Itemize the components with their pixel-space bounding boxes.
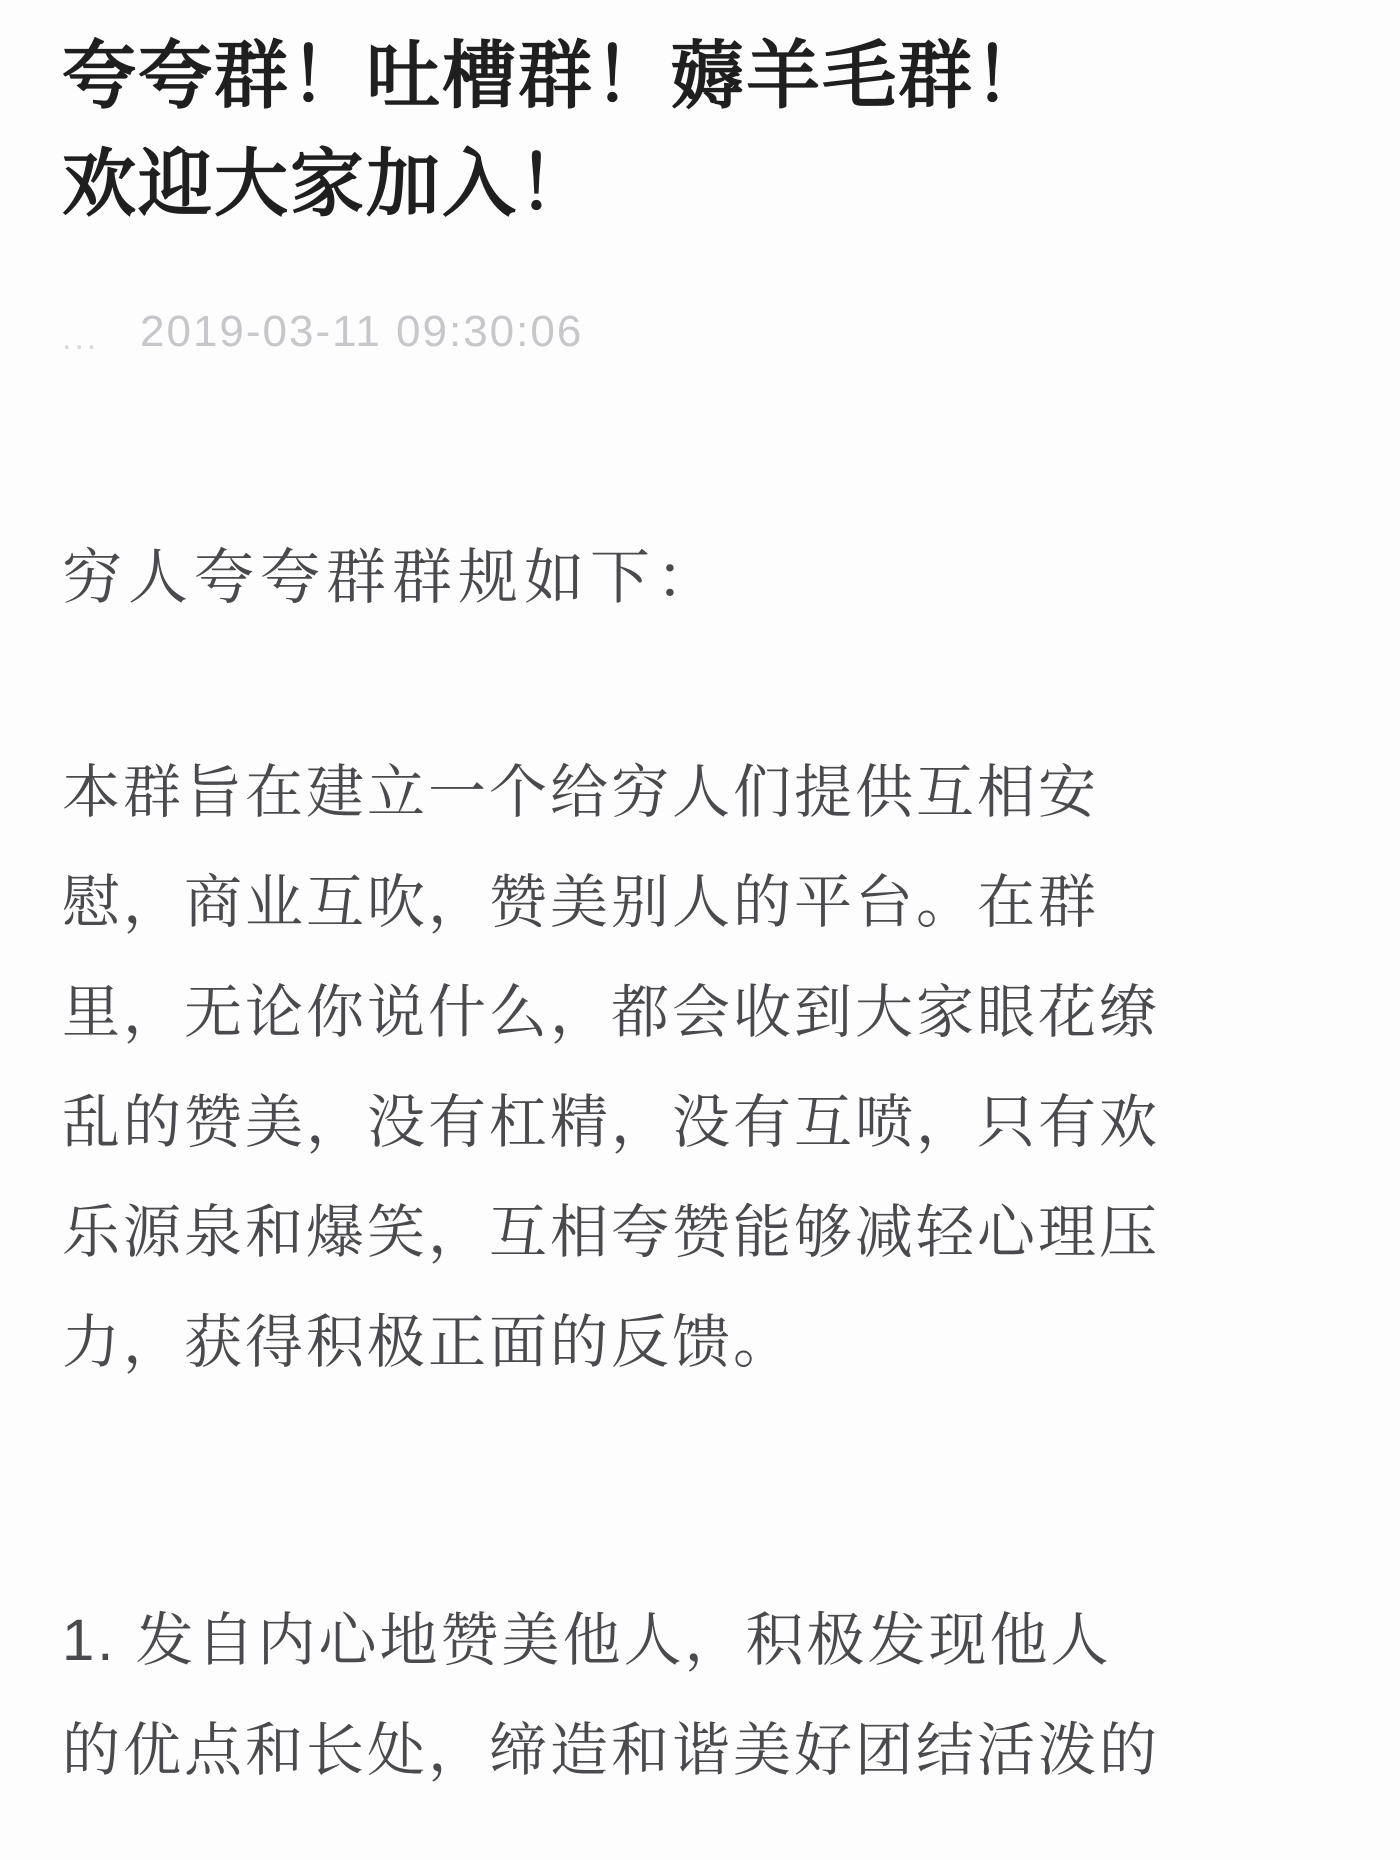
intro-line: 里，无论你说什么，都会收到大家眼花缭 xyxy=(62,980,1161,1045)
rule-item-1 xyxy=(62,1586,1344,1806)
post-timestamp: 2019-03-11 09:30:06 xyxy=(140,307,584,356)
post-title-line: 欢迎大家加入！ xyxy=(62,142,594,225)
post-title-line: 夸夸群！吐槽群！薅羊毛群！ xyxy=(62,34,1050,117)
rules-heading: 穷人夸夸群群规如下： xyxy=(62,544,722,611)
author-ellipsis-mark: ... xyxy=(62,319,100,357)
post-meta-row xyxy=(62,296,1344,358)
intro-line: 力，获得积极正面的反馈。 xyxy=(62,1310,795,1375)
rule-line: 的优点和长处，缔造和谐美好团结活泼的 xyxy=(62,1718,1161,1783)
intro-line: 乱的赞美，没有杠精，没有互喷，只有欢 xyxy=(62,1090,1161,1155)
intro-line: 乐源泉和爆笑，互相夸赞能够减轻心理压 xyxy=(62,1200,1161,1265)
post-title xyxy=(62,22,1344,238)
rule-line: 1. 发自内心地赞美他人，积极发现他人 xyxy=(62,1608,1112,1673)
intro-paragraph xyxy=(62,738,1344,1398)
intro-line: 本群旨在建立一个给穷人们提供互相安 xyxy=(62,760,1100,825)
intro-line: 慰，商业互吹，赞美别人的平台。在群 xyxy=(62,870,1100,935)
